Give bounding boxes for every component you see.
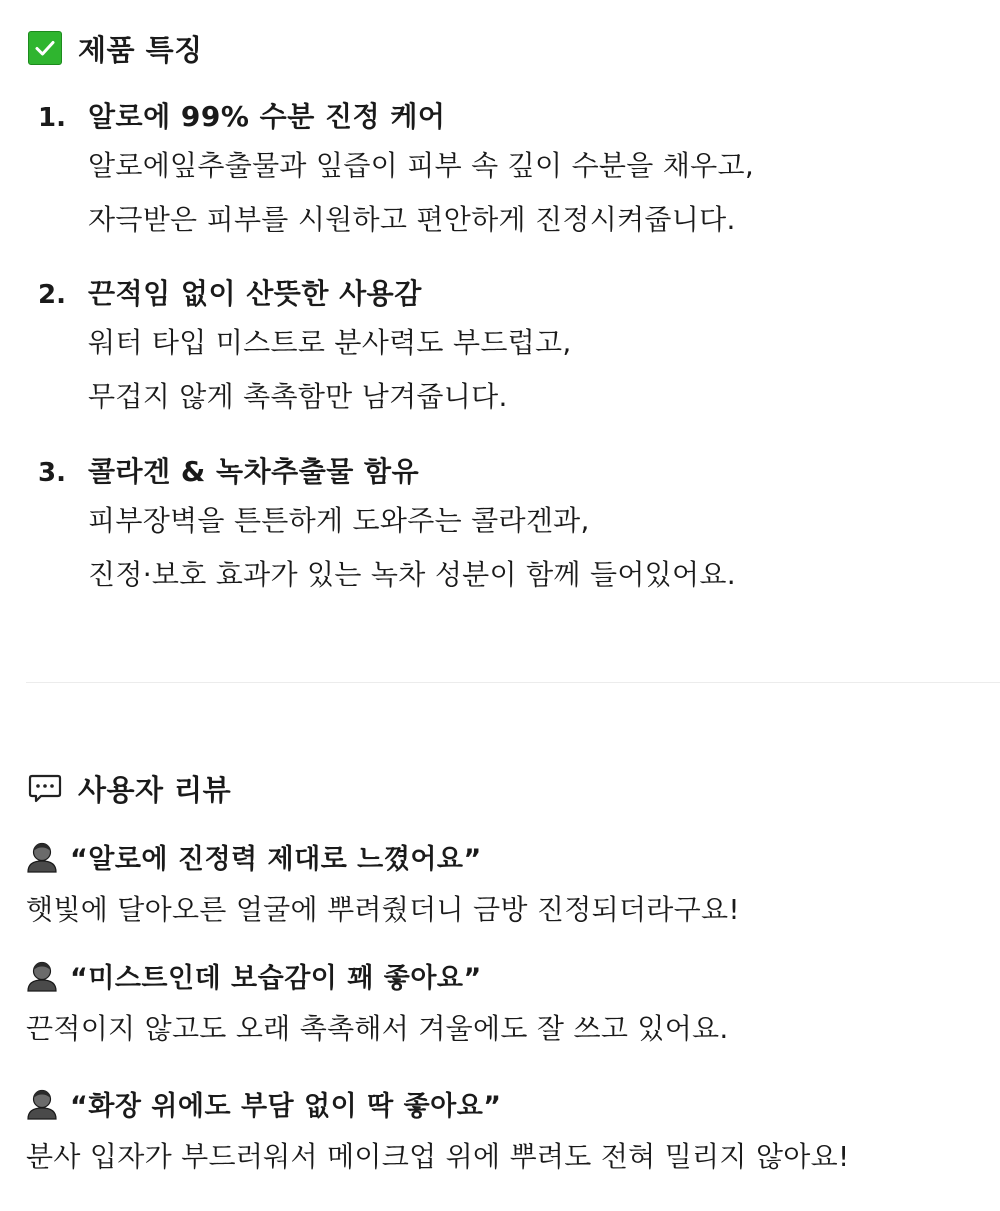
feature-description-line: 피부장벽을 튼튼하게 도와주는 콜라겐과, <box>88 504 590 537</box>
person-icon <box>26 958 58 992</box>
feature-title: 콜라겐 & 녹차추출물 함유 <box>88 455 420 488</box>
review-item <box>26 953 729 1047</box>
check-mark-button-icon <box>28 31 62 65</box>
feature-number: 2. <box>38 280 66 310</box>
feature-description-line: 자극받은 피부를 시원하고 편안하게 진정시켜줍니다. <box>88 203 736 236</box>
feature-description-line: 무겁지 않게 촉촉함만 남겨줍니다. <box>88 380 508 413</box>
feature-description-line: 알로에잎추출물과 잎즙이 피부 속 깊이 수분을 채우고, <box>88 149 755 182</box>
features-header <box>28 28 203 68</box>
feature-description-line: 진정·보호 효과가 있는 녹차 성분이 함께 들어있어요. <box>88 558 736 591</box>
feature-description-line: 워터 타입 미스트로 분사력도 부드럽고, <box>88 326 572 359</box>
review-title: “알로에 진정력 제대로 느꼈어요” <box>70 843 482 875</box>
reviews-header <box>28 766 231 810</box>
feature-item <box>38 450 736 602</box>
review-title: “미스트인데 보습감이 꽤 좋아요” <box>70 962 482 994</box>
section-divider <box>26 682 1000 683</box>
person-icon <box>26 839 58 873</box>
feature-heading <box>38 450 736 494</box>
features-title: 제품 특징 <box>78 32 203 67</box>
feature-item <box>38 95 754 247</box>
feature-title: 알로에 99% 수분 진정 케어 <box>88 100 446 133</box>
review-text: 햇빛에 달아오른 얼굴에 뿌려줬더니 금방 진정되더라구요! <box>26 893 740 926</box>
feature-number: 3. <box>38 458 66 488</box>
person-icon <box>26 1086 58 1120</box>
review-title: “화장 위에도 부담 없이 딱 좋아요” <box>70 1090 502 1122</box>
review-item <box>26 834 740 928</box>
feature-number: 1. <box>38 103 66 133</box>
feature-item <box>38 272 572 424</box>
review-heading <box>26 834 740 878</box>
review-item <box>26 1081 850 1175</box>
review-heading <box>26 1081 850 1125</box>
speech-bubble-icon <box>28 771 62 805</box>
review-heading <box>26 953 729 997</box>
feature-heading <box>38 95 754 139</box>
reviews-title: 사용자 리뷰 <box>78 772 232 807</box>
review-text: 끈적이지 않고도 오래 촉촉해서 겨울에도 잘 쓰고 있어요. <box>26 1012 729 1045</box>
feature-title: 끈적임 없이 산뜻한 사용감 <box>88 277 422 310</box>
review-text: 분사 입자가 부드러워서 메이크업 위에 뿌려도 전혀 밀리지 않아요! <box>26 1140 850 1173</box>
feature-heading <box>38 272 572 316</box>
